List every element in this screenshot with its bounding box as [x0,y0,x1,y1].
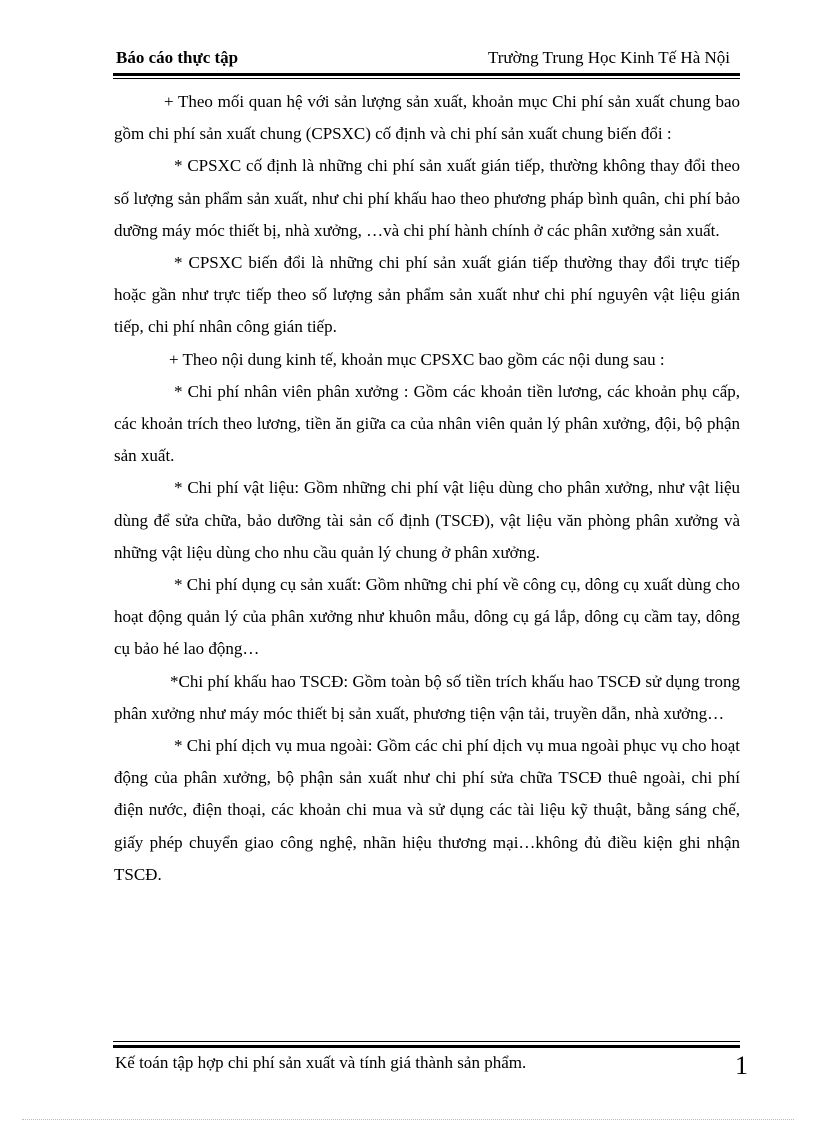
document-body [114,86,740,891]
page-bottom-dotted-line [22,1119,794,1120]
paragraph-2: * CPSXC cố định là những chi phí sản xuất gián tiếp, thường không thay đổi theo số lượng sản phẩm sản xuất, như chi phí khấu hao theo phương pháp bình quân, chi phí bảo dưỡng máy móc thiết bị, nhà xưởng, …và chi phí hành chính ở các phân xưởng sản xuất. [114,156,740,240]
paragraph-6: * Chi phí vật liệu: Gồm những chi phí vật liệu dùng cho phân xưởng, như vật liệu dùng để sửa chữa, bảo dưỡng tài sản cố định (TSCĐ), vật liệu văn phòng phân xưởng và những vật liệu dùng cho nhu cầu quản lý chung ở phân xưởng. [114,478,740,562]
paragraph-1: + Theo mối quan hệ với sản lượng sản xuất, khoản mục Chi phí sản xuất chung bao gồm chi phí sản xuất chung (CPSXC) cố định và chi phí sản xuất chung biến đổi : [114,92,740,144]
paragraph-4: + Theo nội dung kinh tế, khoản mục CPSXC bao gồm các nội dung sau : [169,349,665,369]
page-header [113,48,740,70]
footer-rule-thick [113,1045,740,1048]
paragraph-3: * CPSXC biến đổi là những chi phí sản xuất gián tiếp thường thay đổi trực tiếp hoặc gần như trực tiếp theo số lượng sản phẩm sản xuất như chi phí nguyên vật liệu gián tiếp, chi phí nhân công gián tiếp. [114,253,740,337]
paragraph-9: * Chi phí dịch vụ mua ngoài: Gồm các chi phí dịch vụ mua ngoài phục vụ cho hoạt động của phân xưởng, bộ phận sản xuất như chi phí sửa chữa TSCĐ thuê ngoài, chi phí điện nước, điện thoại, các khoản chi mua và sử dụng các tài liệu kỹ thuật, bằng sáng chế, giấy phép chuyển giao công nghệ, nhãn hiệu thương mại…không đủ điều kiện ghi nhận TSCĐ. [114,736,740,884]
school-name: Trường Trung Học Kinh Tế Hà Nội [487,48,730,67]
paragraph-8: *Chi phí khấu hao TSCĐ: Gồm toàn bộ số tiền trích khấu hao TSCĐ sử dụng trong phân xưởng như máy móc thiết bị sản xuất, phương tiện vận tải, truyền dẫn, nhà xưởng… [114,671,740,723]
footer-title: Kế toán tập hợp chi phí sản xuất và tính giá thành sản phẩm. [115,1053,527,1072]
header-rule-thin [113,78,740,79]
header-rule-thick [113,73,740,76]
footer-rule-thin [113,1041,740,1042]
page-number: 1 [735,1051,748,1080]
paragraph-5: * Chi phí nhân viên phân xưởng : Gồm các khoản tiền lương, các khoản phụ cấp, các khoản trích theo lương, tiền ăn giữa ca của nhân viên quản lý phân xưởng, đội, bộ phận sản xuất. [114,381,740,466]
report-title: Báo cáo thực tập [116,48,239,67]
paragraph-7: * Chi phí dụng cụ sản xuất: Gồm những chi phí về công cụ, dông cụ xuất dùng cho hoạt động quản lý của phân xưởng như khuôn mẫu, dông cụ gá lắp, dông cụ cầm tay, dông cụ bảo hé lao động… [114,575,740,659]
